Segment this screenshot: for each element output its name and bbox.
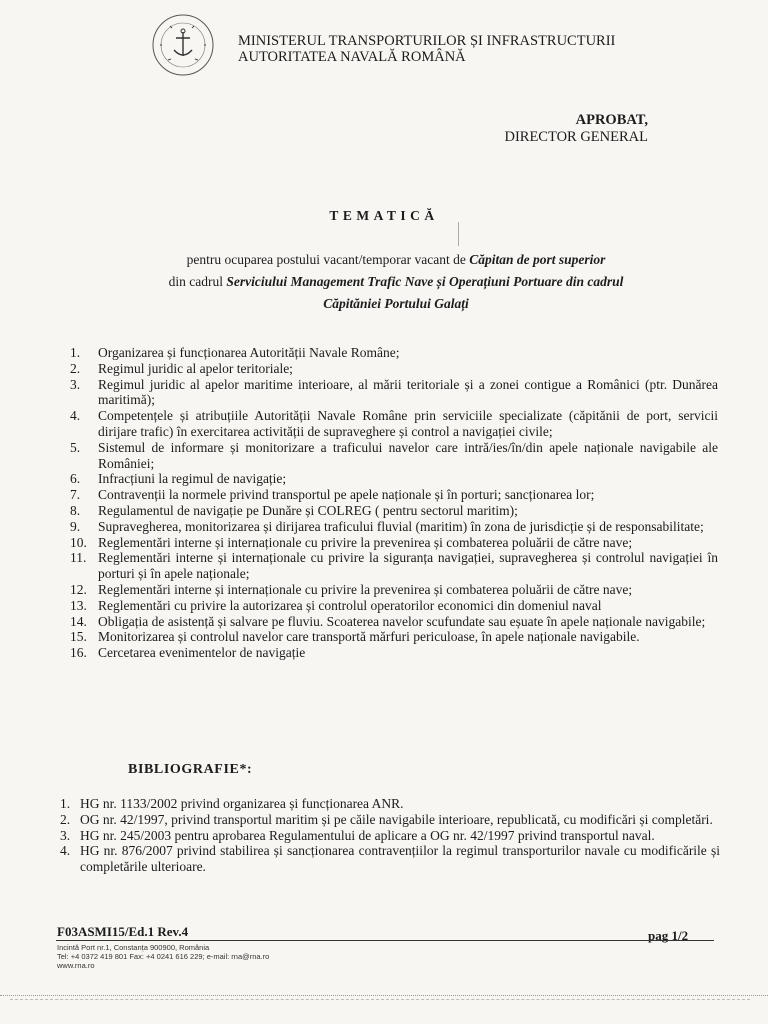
list-item (70, 535, 718, 551)
list-text: Supravegherea, monitorizarea și dirijarea traficului fluvial (maritim) în zona de jurisdicție și de responsabilitate; (98, 518, 704, 534)
position-title: Căpitan de port superior (469, 252, 606, 267)
list-text: Obligația de asistență și salvare pe fluviu. Scoaterea navelor scufundate sau eșuate în apele naționale navigabile; (98, 613, 706, 629)
list-item (70, 550, 718, 582)
list-text: Cercetarea evenimentelor de navigație (98, 645, 306, 661)
list-text: Reglementări cu privire la autorizarea și controlul operatorilor economici din domeniul naval (98, 597, 602, 613)
list-item (70, 614, 718, 630)
intro-line-3 (0, 293, 768, 315)
scan-edge-secondary (10, 999, 750, 1000)
intro-line-2-text: din cadrul (168, 274, 227, 289)
list-item (70, 345, 718, 361)
list-text: Contravenții la normele privind transportul pe apele naționale și în porturi; sancționarea lor; (98, 487, 595, 503)
list-number: 6. (70, 471, 81, 487)
list-number: 14. (70, 613, 87, 629)
scan-mark (458, 222, 459, 246)
scan-edge (0, 995, 768, 996)
list-item (70, 645, 718, 661)
list-item (70, 361, 718, 377)
footer-website: www.rna.ro (57, 961, 95, 970)
footer-address: Incintă Port nr.1, Constanța 900900, România (57, 943, 210, 952)
list-number: 7. (70, 487, 81, 503)
list-text: Reglementări interne și internaționale cu privire la prevenirea și combaterea poluării de către nave; (98, 581, 633, 597)
list-text: Sistemul de informare și monitorizare a traficului navelor care intră/ies/în/din apele naționale navigabile ale României; (98, 439, 718, 471)
list-text: Organizarea și funcționarea Autorității Navale Române; (98, 345, 400, 360)
authority-name: AUTORITATEA NAVALĂ ROMÂNĂ (238, 49, 466, 65)
list-item (70, 519, 718, 535)
list-text: HG nr. 245/2003 pentru aprobarea Regulamentului de aplicare a OG nr. 42/1997 privind transportul naval. (80, 827, 655, 843)
list-text: Regimul juridic al apelor maritime interioare, al mării teritoriale și a zonei contigue a Românici (ptr. Dunărea maritimă); (98, 376, 718, 408)
document-heading: TEMATICĂ (329, 208, 439, 223)
list-text: Infracțiuni la regimul de navigație; (98, 471, 287, 487)
list-text: HG nr. 876/2007 privind stabilirea și sancționarea contravențiilor la regimul transporturilor navale cu modificările și completările ulterioare. (80, 843, 720, 875)
list-item (60, 796, 720, 812)
list-number: 10. (70, 534, 87, 550)
list-number: 4. (60, 843, 71, 859)
footer-divider (56, 940, 714, 941)
intro-line-1 (0, 249, 768, 271)
approval-block (504, 112, 648, 146)
list-item (60, 843, 720, 875)
list-item (60, 828, 720, 844)
list-text: Reglementări interne și internaționale cu privire la siguranța navigației, supravegherea și controlul navigației în porturi și în apele naționale; (98, 550, 718, 582)
list-item (70, 440, 718, 472)
list-text: HG nr. 1133/2002 privind organizarea și funcționarea ANR. (80, 796, 404, 811)
list-number: 13. (70, 597, 87, 613)
footer-phone: Tel: +4 0372 419 801 Fax: +4 0241 616 229; e-mail: rna@rna.ro (57, 952, 270, 961)
list-number: 5. (70, 439, 81, 455)
list-text: Reglementări interne și internaționale cu privire la prevenirea și combaterea poluării de către nave; (98, 534, 633, 550)
harbour-name: Căpităniei Portului Galați (323, 296, 469, 311)
list-item (70, 598, 718, 614)
topics-list (70, 345, 718, 661)
document-intro (0, 249, 768, 315)
list-item (70, 377, 718, 409)
list-number: 1. (60, 796, 71, 811)
ministry-header (238, 33, 615, 65)
list-number: 12. (70, 581, 87, 597)
approval-role: DIRECTOR GENERAL (504, 129, 648, 145)
list-number: 3. (60, 827, 71, 843)
list-number: 16. (70, 645, 87, 661)
bibliography-list (60, 796, 720, 875)
list-number: 9. (70, 518, 81, 534)
approval-title: APROBAT, (575, 112, 648, 128)
list-text: OG nr. 42/1997, privind transportul maritim și pe căile navigabile interioare, republicată, cu modificări și completări. (80, 811, 713, 827)
list-item (70, 582, 718, 598)
bibliography-title: BIBLIOGRAFIE*: (128, 762, 253, 777)
list-text: Regulamentul de navigație pe Dunăre și COLREG ( pentru sectorul maritim); (98, 502, 518, 518)
list-number: 4. (70, 408, 81, 424)
list-number: 8. (70, 502, 81, 518)
list-number: 3. (70, 376, 81, 392)
ministry-name: MINISTERUL TRANSPORTURILOR ȘI INFRASTRUCTURII (238, 33, 616, 49)
footer-contact (57, 943, 269, 970)
list-text: Competențele și atribuțiile Autorității Navale Române prin serviciile specializate (căpitănii de port, servicii dirijare trafic) în exercitarea activității de supraveghere și control a navigației civile; (98, 408, 718, 439)
list-item (60, 812, 720, 828)
anr-seal-icon (150, 8, 216, 82)
list-text: Monitorizarea și controlul navelor care transportă mărfuri periculoase, în apele naționale navigabile. (98, 629, 640, 645)
list-item (70, 629, 718, 645)
list-item (70, 408, 718, 440)
service-name: Serviciului Management Trafic Nave și Operațiuni Portuare din cadrul (226, 274, 624, 289)
list-number: 2. (70, 360, 81, 376)
form-code: F03ASMI15/Ed.1 Rev.4 (57, 924, 189, 939)
list-item (70, 471, 718, 487)
intro-line-2 (0, 271, 768, 293)
list-number: 2. (60, 811, 71, 827)
list-text: Regimul juridic al apelor teritoriale; (98, 360, 293, 376)
list-item (70, 487, 718, 503)
list-number: 11. (70, 550, 87, 566)
intro-line-1-text: pentru ocuparea postului vacant/temporar vacant de (186, 252, 470, 267)
list-number: 15. (70, 629, 87, 645)
page-number: pag 1/2 (648, 928, 689, 943)
list-item (70, 503, 718, 519)
list-number: 1. (70, 345, 81, 360)
